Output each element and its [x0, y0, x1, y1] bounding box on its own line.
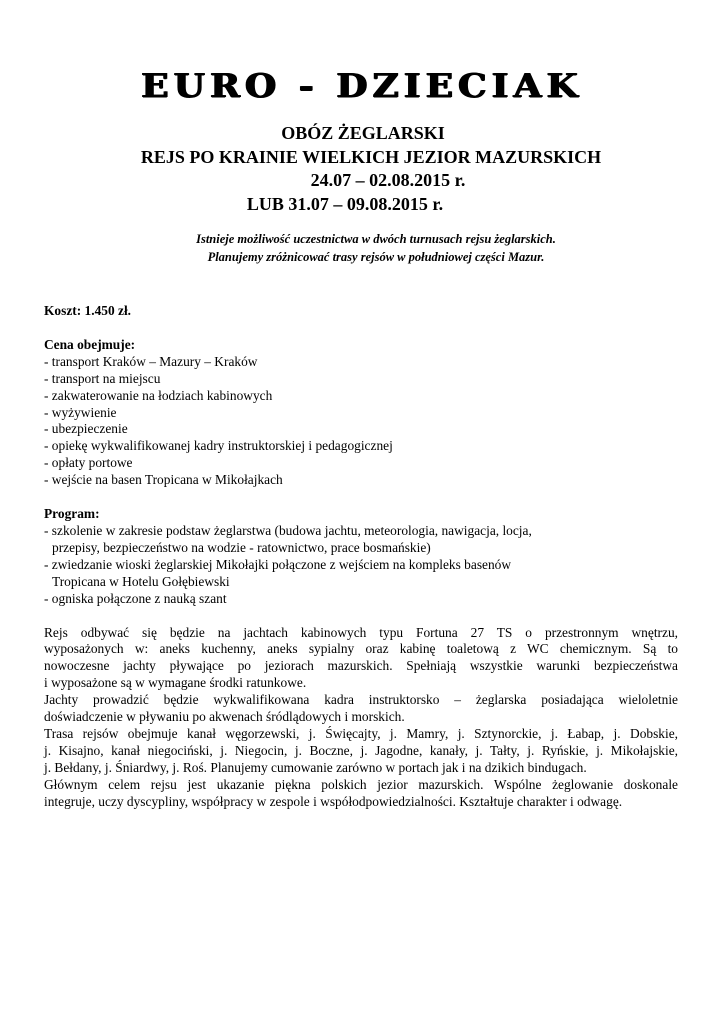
list-item: - ubezpieczenie	[44, 421, 128, 437]
spacer	[44, 320, 678, 337]
header-subtitle: REJS PO KRAINIE WIELKICH JEZIOR MAZURSKICH	[140, 146, 602, 167]
list-item	[44, 557, 678, 591]
description-line: wyposażonych w: aneks kuchenny, aneks sypialny oraz kabinę toaletową z WC chemicznym. Są to	[44, 641, 678, 657]
content-body	[44, 303, 678, 810]
program-list	[44, 523, 678, 608]
list-item: - wyżywienie	[44, 404, 117, 420]
list-item: - opłaty portowe	[44, 455, 133, 471]
description-line: Jachty prowadzić będzie wykwalifikowana kadra instruktorsko – żeglarska posiadająca wieloletnie	[44, 692, 678, 708]
header-date-2: LUB 31.07 – 09.08.2015 r.	[246, 193, 444, 214]
list-item: - wejście na basen Tropicana w Mikołajkach	[44, 472, 283, 488]
cost-label: Koszt: 1.450 zł.	[44, 303, 132, 318]
program-item-1-line-1: - szkolenie w zakresie podstaw żeglarstwa (budowa jachtu, meteorologia, nawigacja, locja,	[44, 522, 532, 538]
intro-line-2: Planujemy zróżnicować trasy rejsów w południowej części Mazur.	[207, 250, 545, 264]
spacer	[44, 608, 678, 625]
description-line: Trasa rejsów obejmuje kanał węgorzewski, j. Święcajty, j. Mamry, j. Sztynorckie, j. Łabap, j. Dobskie,	[44, 725, 678, 741]
description-line: i wyposażone są w wymagane środki ratunkowe.	[44, 675, 307, 691]
spacer	[44, 489, 678, 506]
description-line: integruje, uczy dyscypliny, współpracy w zespole i współodpowiedzialności. Kształtuje charakter i odwagę.	[44, 793, 623, 809]
program-heading: Program:	[44, 506, 100, 522]
program-item-2-line-1: - zwiedzanie wioski żeglarskiej Mikołajki połączone z wejściem na kompleks basenów	[44, 556, 512, 572]
list-item: - opiekę wykwalifikowanej kadry instruktorskiej i pedagogicznej	[44, 438, 393, 454]
description-line: Głównym celem rejsu jest ukazanie piękna polskich jezior mazurskich. Wspólne żeglowanie doskonale	[44, 776, 678, 792]
logo-text: EURO - DZIECIAK	[141, 67, 583, 105]
description-line: nowoczesne jachty pływające po jeziorach mazurskich. Spełniają wszystkie warunki bezpieczeństwa	[44, 658, 678, 674]
program-item-1-line-2: przepisy, bezpieczeństwo na wodzie - ratownictwo, prace bosmańskie)	[52, 539, 431, 555]
description-line: doświadczenie w pływaniu po akwenach śródlądowych i morskich.	[44, 709, 405, 725]
list-item: - transport Kraków – Mazury – Kraków	[44, 353, 258, 369]
header-title: OBÓZ ŻEGLARSKI	[281, 123, 445, 143]
description-line: j. Bełdany, j. Śniardwy, j. Roś. Planujemy cumowanie zarówno w portach jak i na dzikich bindugach.	[44, 759, 587, 775]
intro-note	[0, 230, 724, 266]
intro-line-1: Istnieje możliwość uczestnictwa w dwóch turnusach rejsu żeglarskich.	[196, 232, 556, 246]
price-includes-list	[44, 354, 678, 489]
list-item: - transport na miejscu	[44, 370, 161, 386]
program-item-2-line-2: Tropicana w Hotelu Gołębiewski	[52, 573, 230, 589]
list-item: - zakwaterowanie na łodziach kabinowych	[44, 387, 273, 403]
price-includes-heading: Cena obejmuje:	[44, 336, 136, 352]
list-item: - ogniska połączone z nauką szant	[44, 590, 227, 606]
header-block	[0, 122, 724, 216]
logo	[60, 64, 664, 108]
list-item	[44, 523, 678, 557]
description-paragraph	[44, 625, 678, 811]
header-date-1: 24.07 – 02.08.2015 r.	[310, 170, 466, 190]
description-line: j. Kisajno, kanał niegociński, j. Niegocin, j. Boczne, j. Jagodne, kanały, j. Tałty, j. Ryńskie, j. Mikołajskie,	[44, 742, 678, 758]
description-line: Rejs odbywać się będzie na jachtach kabinowych typu Fortuna 27 TS o przestronnym wnętrzu,	[44, 624, 678, 640]
